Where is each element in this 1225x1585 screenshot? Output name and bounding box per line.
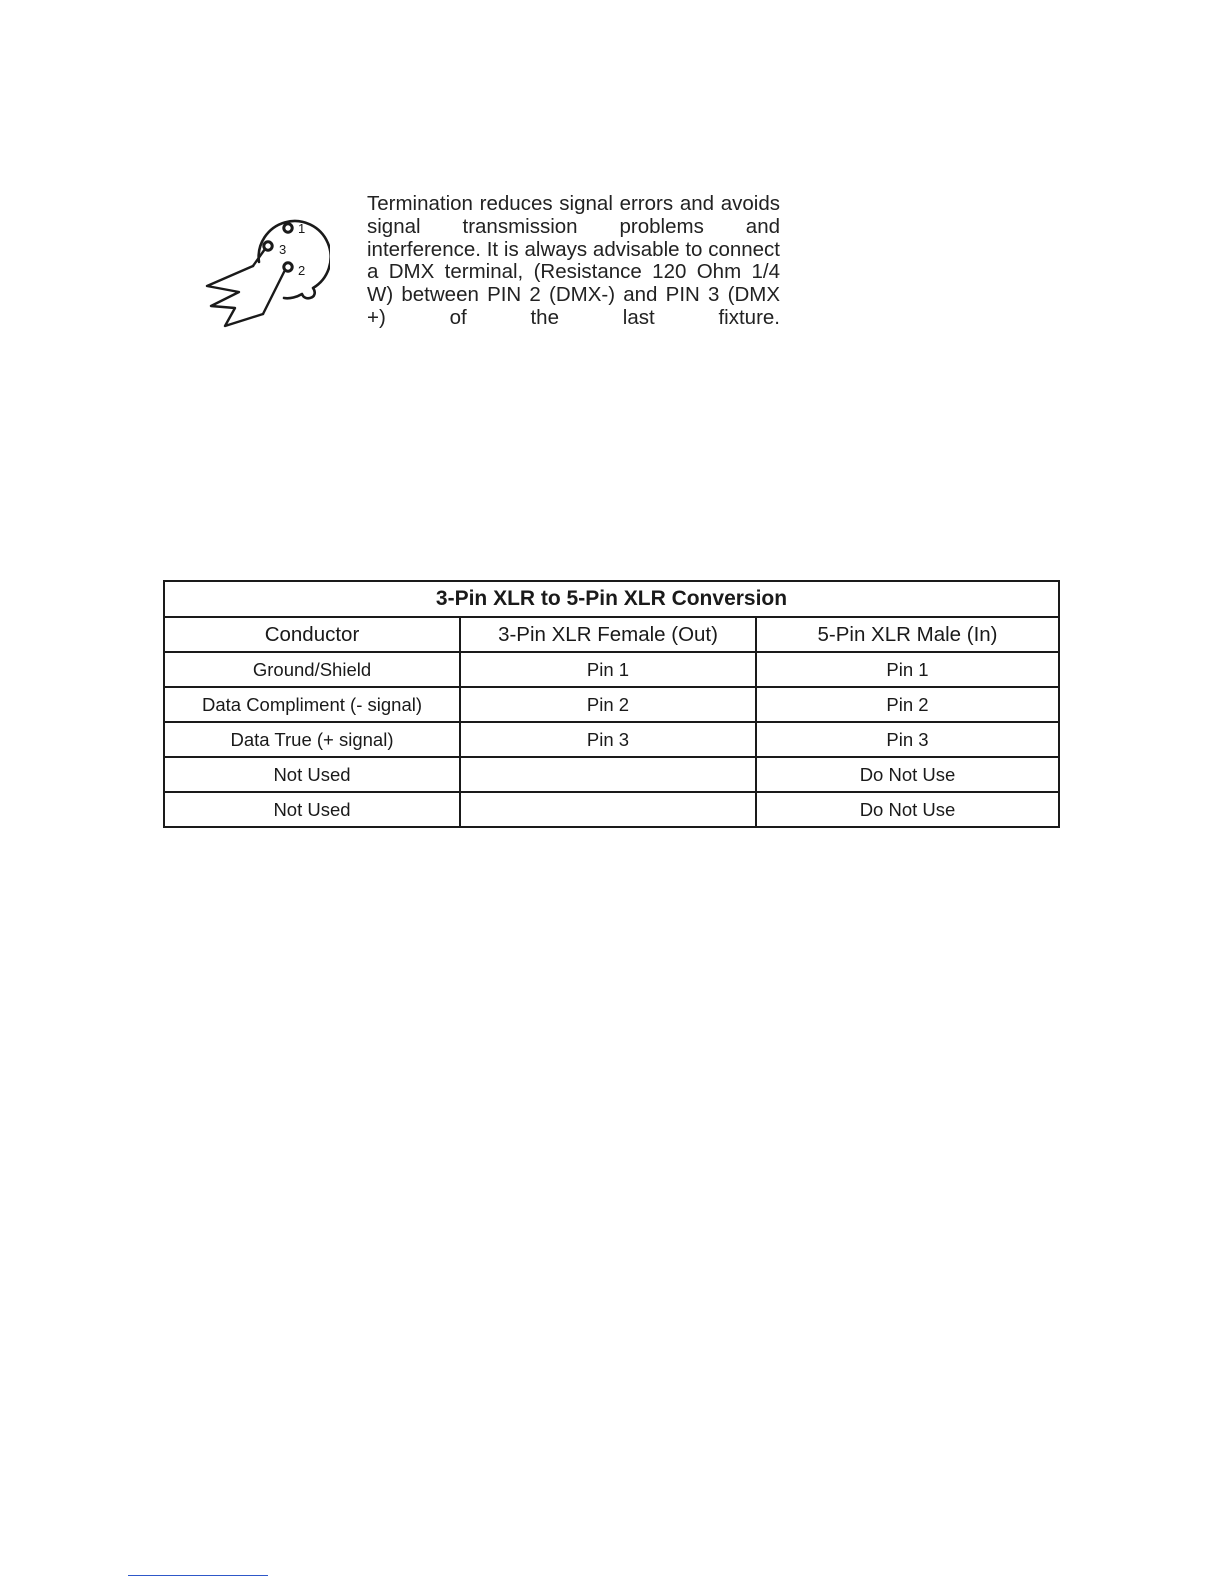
column-header-3pin-female: 3-Pin XLR Female (Out) <box>460 617 756 652</box>
table-cell-3pin <box>460 792 756 827</box>
table-row <box>164 722 1059 757</box>
table-cell-3pin: Pin 1 <box>460 652 756 687</box>
termination-section <box>205 190 780 340</box>
column-header-conductor: Conductor <box>164 617 460 652</box>
table-cell-3pin: Pin 3 <box>460 722 756 757</box>
pin-3-label: 3 <box>279 242 287 257</box>
table-title-row <box>164 581 1059 617</box>
table-cell-conductor: Ground/Shield <box>164 652 460 687</box>
xlr-connector-terminator-icon <box>205 198 330 328</box>
pin-2-label: 2 <box>298 263 306 278</box>
table-header-row <box>164 617 1059 652</box>
table-cell-5pin: Pin 1 <box>756 652 1059 687</box>
table-cell-5pin: Pin 3 <box>756 722 1059 757</box>
table-cell-5pin: Do Not Use <box>756 792 1059 827</box>
table-cell-3pin <box>460 757 756 792</box>
table-row <box>164 757 1059 792</box>
table-cell-conductor: Data True (+ signal) <box>164 722 460 757</box>
table-title: 3-Pin XLR to 5-Pin XLR Conversion <box>164 581 1059 617</box>
footnote-separator <box>128 1575 268 1576</box>
xlr-conversion-table <box>163 580 1060 828</box>
column-header-5pin-male: 5-Pin XLR Male (In) <box>756 617 1059 652</box>
table-row <box>164 652 1059 687</box>
table-cell-5pin: Do Not Use <box>756 757 1059 792</box>
table-cell-conductor: Data Compliment (- signal) <box>164 687 460 722</box>
table-row <box>164 687 1059 722</box>
table-row <box>164 792 1059 827</box>
table-cell-conductor: Not Used <box>164 757 460 792</box>
table-cell-3pin: Pin 2 <box>460 687 756 722</box>
termination-paragraph: Termination reduces signal errors and avoids signal transmission problems and interference. It is always advisable to connect a DMX terminal, (Resistance 120 Ohm 1/4 W) between PIN 2 (DMX-) and PIN 3 (DMX +) of the last fixture. <box>367 192 780 329</box>
table-cell-5pin: Pin 2 <box>756 687 1059 722</box>
pin-1-label: 1 <box>298 221 306 236</box>
table-cell-conductor: Not Used <box>164 792 460 827</box>
